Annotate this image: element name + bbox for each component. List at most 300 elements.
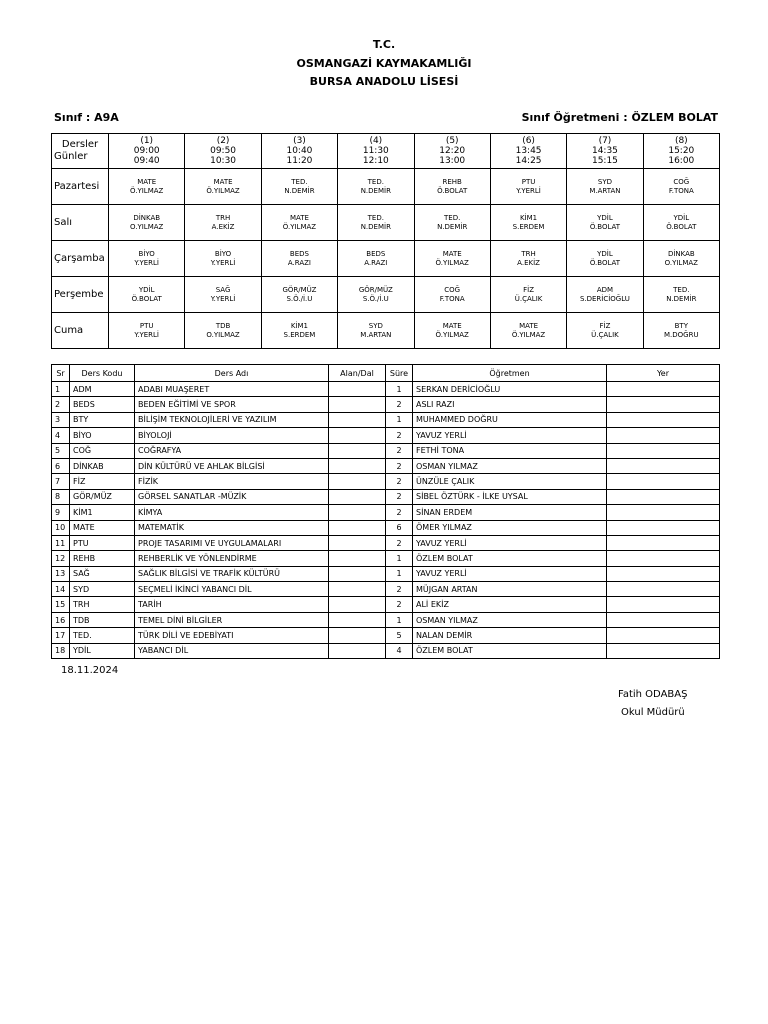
schedule-lesson-cell (338, 169, 414, 205)
table-cell: 1 (386, 566, 413, 581)
schedule-lesson-cell (490, 313, 566, 349)
table-row (52, 489, 720, 504)
lesson-teacher: A.EKİZ (517, 258, 540, 267)
table-cell: SAĞLIK BİLGİSİ VE TRAFİK KÜLTÜRÜ (135, 566, 329, 581)
lesson-teacher: Ö.BOLAT (589, 258, 621, 267)
lesson-code: GÖR/MÜZ (282, 285, 317, 294)
schedule-lesson-cell (414, 169, 490, 205)
table-cell (607, 489, 720, 504)
lesson-teacher: Ö.YILMAZ (206, 186, 240, 195)
table-cell: 16 (52, 612, 70, 627)
lesson-code: TED. (367, 177, 384, 186)
lesson-teacher: Ö.YILMAZ (282, 222, 317, 231)
period-header-cell (338, 134, 414, 169)
table-cell (329, 458, 386, 473)
table-cell: MÜJGAN ARTAN (413, 582, 607, 597)
table-cell (607, 382, 720, 397)
table-row (52, 428, 720, 443)
period-end-time: 16:00 (668, 156, 695, 166)
table-cell (607, 551, 720, 566)
schedule-lesson-cell (185, 205, 261, 241)
schedule-lesson-cell (643, 313, 719, 349)
lesson-code: MATE (289, 213, 309, 222)
lesson-teacher: S.ERDEM (512, 222, 545, 231)
table-cell: ADM (70, 382, 135, 397)
period-end-time: 12:10 (362, 156, 389, 166)
table-row (52, 443, 720, 458)
lesson-teacher: Ö.BOLAT (131, 294, 162, 303)
schedule-lesson-cell (643, 205, 719, 241)
lesson-teacher: O.YILMAZ (206, 330, 240, 339)
lesson-teacher: Y.YERLİ (134, 330, 159, 339)
table-cell: FETHİ TONA (413, 443, 607, 458)
lesson-code: TED. (444, 213, 461, 222)
table-cell: FİZİK (135, 474, 329, 489)
table-cell: TÜRK DİLİ VE EDEBİYATI (135, 628, 329, 643)
lesson-code: DİNKAB (667, 249, 695, 258)
schedule-lesson-cell (414, 205, 490, 241)
schedule-lesson-cell (567, 241, 643, 277)
table-cell (329, 520, 386, 535)
lesson-code: MATE (442, 249, 462, 258)
table-cell: FİZ (70, 474, 135, 489)
table-cell: 4 (386, 643, 413, 658)
schedule-lesson-cell (643, 277, 719, 313)
table-cell: ÖMER YILMAZ (413, 520, 607, 535)
schedule-lesson-cell (490, 169, 566, 205)
table-cell: BİYOLOJİ (135, 428, 329, 443)
document-date: 18.11.2024 (61, 665, 119, 676)
period-start-time: 12:20 (439, 146, 466, 156)
lesson-code: SAĞ (215, 285, 231, 294)
table-cell: 9 (52, 505, 70, 520)
lesson-code: KİM1 (290, 321, 309, 330)
table-cell: 2 (386, 474, 413, 489)
period-number: (6) (522, 136, 535, 146)
table-cell: 18 (52, 643, 70, 658)
period-end-time: 13:00 (439, 156, 466, 166)
schedule-lesson-cell (414, 313, 490, 349)
lesson-teacher: O.YILMAZ (130, 222, 164, 231)
period-number: (1) (140, 136, 154, 146)
lesson-teacher: Ö.BOLAT (437, 186, 468, 195)
table-cell: NALAN DEMİR (413, 628, 607, 643)
table-cell: 1 (386, 412, 413, 427)
table-cell (607, 458, 720, 473)
table-row (52, 566, 720, 581)
period-header-cell (643, 134, 719, 169)
lesson-code: SYD (597, 177, 612, 186)
lesson-teacher: N.DEMİR (360, 186, 391, 195)
table-cell: 1 (386, 612, 413, 627)
lesson-code: TED. (291, 177, 308, 186)
table-cell (329, 628, 386, 643)
lesson-teacher: Ö.YILMAZ (435, 330, 469, 339)
table-cell: 5 (52, 443, 70, 458)
table-cell (329, 382, 386, 397)
lesson-code: BTY (674, 321, 688, 330)
lesson-teacher: O.YILMAZ (664, 258, 698, 267)
table-cell: 4 (52, 428, 70, 443)
day-name-cell: Cuma (52, 313, 109, 349)
table-cell: BEDS (70, 397, 135, 412)
lesson-code: YDİL (673, 213, 690, 222)
table-cell: 2 (386, 505, 413, 520)
lesson-code: MATE (519, 321, 539, 330)
schedule-lesson-cell (338, 205, 414, 241)
table-cell: TARİH (135, 597, 329, 612)
schedule-lesson-cell (567, 169, 643, 205)
table-cell: 1 (386, 551, 413, 566)
schedule-lesson-cell (109, 241, 185, 277)
lesson-list-header-row (52, 365, 720, 382)
period-number: (8) (674, 136, 688, 146)
lesson-list-column-header: Ders Adı (135, 365, 329, 382)
schedule-lesson-cell (185, 241, 261, 277)
lesson-teacher: N.DEMİR (284, 186, 315, 195)
table-cell: 6 (52, 458, 70, 473)
table-cell: 2 (386, 597, 413, 612)
table-cell: 1 (386, 382, 413, 397)
table-cell: YDİL (70, 643, 135, 658)
schedule-lesson-cell (261, 241, 337, 277)
lesson-code: TED. (673, 285, 690, 294)
table-row (52, 535, 720, 550)
table-cell: GÖRSEL SANATLAR -MÜZİK (135, 489, 329, 504)
table-cell (329, 597, 386, 612)
table-cell: 2 (386, 535, 413, 550)
table-cell: SEÇMELİ İKİNCİ YABANCI DİL (135, 582, 329, 597)
period-start-time: 11:30 (362, 146, 389, 156)
period-header-cell (109, 134, 185, 169)
lesson-teacher: S.ERDEM (283, 330, 316, 339)
table-cell: BEDEN EĞİTİMİ VE SPOR (135, 397, 329, 412)
header-line-3: BURSA ANADOLU LİSESİ (309, 75, 459, 88)
table-cell (607, 428, 720, 443)
table-row (52, 551, 720, 566)
table-cell: 2 (386, 489, 413, 504)
table-cell: DİN KÜLTÜRÜ VE AHLAK BİLGİSİ (135, 458, 329, 473)
table-cell (607, 505, 720, 520)
table-cell: DİNKAB (70, 458, 135, 473)
table-cell: 6 (386, 520, 413, 535)
lesson-code: TRH (521, 249, 536, 258)
table-cell: ALİ EKİZ (413, 597, 607, 612)
principal-title: Okul Müdürü (621, 707, 685, 718)
lesson-teacher: F.TONA (439, 294, 465, 303)
table-cell: ASLI RAZI (413, 397, 607, 412)
table-cell: TEMEL DİNİ BİLGİLER (135, 612, 329, 627)
lesson-code: PTU (139, 321, 154, 330)
lesson-list-column-header: Alan/Dal (329, 365, 386, 382)
table-cell: MATE (70, 520, 135, 535)
table-cell (607, 412, 720, 427)
table-cell: 13 (52, 566, 70, 581)
table-cell: 15 (52, 597, 70, 612)
table-cell: SYD (70, 582, 135, 597)
period-start-time: 15:20 (668, 146, 695, 156)
lesson-teacher: M.ARTAN (589, 186, 621, 195)
period-end-time: 14:25 (515, 156, 542, 166)
lesson-code: BİYO (138, 249, 155, 258)
table-row (52, 582, 720, 597)
class-label: Sınıf : A9A (54, 111, 119, 124)
table-cell: REHBERLİK VE YÖNLENDİRME (135, 551, 329, 566)
table-cell: 2 (386, 582, 413, 597)
table-cell: 14 (52, 582, 70, 597)
principal-name: Fatih ODABAŞ (618, 689, 688, 700)
table-row (52, 397, 720, 412)
table-cell (329, 582, 386, 597)
lesson-code: REHB (442, 177, 462, 186)
schedule-lesson-cell (261, 205, 337, 241)
lesson-code: TDB (215, 321, 231, 330)
table-cell (607, 443, 720, 458)
table-cell: 8 (52, 489, 70, 504)
schedule-lesson-cell (109, 313, 185, 349)
table-cell: KİMYA (135, 505, 329, 520)
day-name-cell: Perşembe (52, 277, 109, 313)
table-cell: 11 (52, 535, 70, 550)
lesson-code: PTU (521, 177, 536, 186)
schedule-lesson-cell (567, 313, 643, 349)
table-cell: 3 (52, 412, 70, 427)
table-row (52, 505, 720, 520)
lesson-list-column-header: Süre (386, 365, 413, 382)
table-cell: GÖR/MÜZ (70, 489, 135, 504)
table-row (52, 520, 720, 535)
table-row (52, 474, 720, 489)
table-cell: ÖZLEM BOLAT (413, 551, 607, 566)
table-cell: MUHAMMED DOĞRU (413, 412, 607, 427)
table-cell (329, 643, 386, 658)
table-cell (329, 612, 386, 627)
corner-days-label: Günler (54, 151, 88, 162)
period-start-time: 09:00 (133, 146, 160, 156)
period-start-time: 13:45 (515, 146, 542, 156)
lesson-code: TRH (215, 213, 231, 222)
lesson-teacher: Y.YERLİ (516, 186, 541, 195)
table-cell: BİYO (70, 428, 135, 443)
period-number: (7) (598, 136, 612, 146)
schedule-lesson-cell (185, 313, 261, 349)
schedule-day-row (52, 241, 720, 277)
table-cell: PTU (70, 535, 135, 550)
period-number: (2) (216, 136, 230, 146)
schedule-lesson-cell (109, 205, 185, 241)
period-end-time: 11:20 (286, 156, 313, 166)
lesson-code: MATE (213, 177, 233, 186)
schedule-lesson-cell (643, 241, 719, 277)
schedule-day-row (52, 205, 720, 241)
lesson-teacher: Y.YERLİ (210, 258, 236, 267)
lesson-code: YDİL (597, 213, 613, 222)
table-row (52, 412, 720, 427)
lesson-teacher: Ö.YILMAZ (435, 258, 469, 267)
lesson-teacher: M.ARTAN (360, 330, 392, 339)
table-cell (329, 551, 386, 566)
period-number: (4) (369, 136, 383, 146)
schedule-lesson-cell (338, 313, 414, 349)
header-line-1: T.C. (372, 38, 396, 51)
lesson-code: COĞ (673, 177, 690, 186)
lesson-teacher: Ü.ÇALIK (514, 294, 543, 303)
period-header-cell (490, 134, 566, 169)
lesson-code: MATE (137, 177, 157, 186)
table-cell (607, 520, 720, 535)
table-cell (329, 428, 386, 443)
weekly-schedule-table (51, 133, 720, 349)
table-cell: 17 (52, 628, 70, 643)
table-cell: 12 (52, 551, 70, 566)
schedule-lesson-cell (338, 277, 414, 313)
schedule-lesson-cell (109, 277, 185, 313)
lesson-code: ADM (596, 285, 614, 294)
table-cell: ÜNZÜLE ÇALIK (413, 474, 607, 489)
table-row (52, 597, 720, 612)
lesson-code: BİYO (214, 249, 232, 258)
table-cell (607, 582, 720, 597)
lesson-teacher: M.DOĞRU (664, 330, 699, 339)
lesson-code: MATE (442, 321, 462, 330)
table-cell: 2 (52, 397, 70, 412)
table-cell: SİBEL ÖZTÜRK - İLKE UYSAL (413, 489, 607, 504)
table-cell: YAVUZ YERLİ (413, 535, 607, 550)
schedule-lesson-cell (109, 169, 185, 205)
period-start-time: 14:35 (591, 146, 618, 156)
schedule-lesson-cell (567, 277, 643, 313)
table-cell (607, 566, 720, 581)
schedule-lesson-cell (261, 313, 337, 349)
table-cell: TDB (70, 612, 135, 627)
table-cell: COĞRAFYA (135, 443, 329, 458)
table-cell (607, 535, 720, 550)
period-header-cell (185, 134, 261, 169)
table-row (52, 628, 720, 643)
table-cell (607, 597, 720, 612)
schedule-header-row (52, 134, 720, 169)
lesson-code: COĞ (444, 285, 461, 294)
lesson-list-column-header: Sr (52, 365, 70, 382)
table-cell (607, 628, 720, 643)
schedule-lesson-cell (490, 241, 566, 277)
table-cell: OSMAN YILMAZ (413, 458, 607, 473)
period-number: (5) (445, 136, 459, 146)
table-cell: TED. (70, 628, 135, 643)
table-cell: COĞ (70, 443, 135, 458)
lesson-teacher: Y.YERLİ (210, 294, 236, 303)
lesson-teacher: S.Ö./İ.U (362, 294, 389, 303)
lesson-teacher: N.DEMİR (666, 294, 697, 303)
table-cell (329, 566, 386, 581)
lesson-teacher: F.TONA (668, 186, 694, 195)
lesson-list-column-header: Öğretmen (413, 365, 607, 382)
table-cell: 7 (52, 474, 70, 489)
period-end-time: 09:40 (133, 156, 160, 166)
schedule-day-row (52, 313, 720, 349)
period-end-time: 10:30 (210, 156, 237, 166)
lesson-code: GÖR/MÜZ (358, 285, 393, 294)
table-cell: BTY (70, 412, 135, 427)
table-cell: ÖZLEM BOLAT (413, 643, 607, 658)
table-cell (607, 397, 720, 412)
table-cell: 2 (386, 428, 413, 443)
table-cell: TRH (70, 597, 135, 612)
table-cell: 2 (386, 397, 413, 412)
day-name-cell: Çarşamba (52, 241, 109, 277)
table-cell: 2 (386, 458, 413, 473)
table-cell (329, 505, 386, 520)
lesson-teacher: A.RAZI (364, 258, 388, 267)
table-cell: SİNAN ERDEM (413, 505, 607, 520)
schedule-corner-cell (52, 134, 109, 169)
lesson-teacher: Y.YERLİ (134, 258, 159, 267)
lesson-code: DİNKAB (133, 213, 161, 222)
schedule-lesson-cell (490, 277, 566, 313)
table-cell: REHB (70, 551, 135, 566)
table-cell (329, 443, 386, 458)
lesson-list-column-header: Ders Kodu (70, 365, 135, 382)
table-cell (329, 412, 386, 427)
table-cell: ADABI MUAŞERET (135, 382, 329, 397)
lesson-teacher: Ö.YILMAZ (511, 330, 546, 339)
table-cell: SERKAN DERİCİOĞLU (413, 382, 607, 397)
table-cell: MATEMATİK (135, 520, 329, 535)
period-header-cell (261, 134, 337, 169)
lesson-code: FİZ (599, 321, 611, 330)
table-cell (329, 474, 386, 489)
table-cell: KİM1 (70, 505, 135, 520)
lesson-list-column-header: Yer (607, 365, 720, 382)
schedule-day-row (52, 277, 720, 313)
table-row (52, 382, 720, 397)
class-teacher-label: Sınıf Öğretmeni : ÖZLEM BOLAT (521, 111, 718, 124)
lesson-code: YDİL (138, 285, 155, 294)
schedule-lesson-cell (414, 241, 490, 277)
period-header-cell (414, 134, 490, 169)
table-cell: PROJE TASARIMI VE UYGULAMALARI (135, 535, 329, 550)
schedule-lesson-cell (338, 241, 414, 277)
lesson-code: TED. (367, 213, 384, 222)
table-cell: YAVUZ YERLİ (413, 566, 607, 581)
lesson-code: BEDS (289, 249, 309, 258)
table-cell: 5 (386, 628, 413, 643)
table-row (52, 643, 720, 658)
period-header-cell (567, 134, 643, 169)
table-cell: SAĞ (70, 566, 135, 581)
period-start-time: 09:50 (210, 146, 237, 156)
table-row (52, 458, 720, 473)
lesson-code: BEDS (366, 249, 386, 258)
table-cell: 10 (52, 520, 70, 535)
table-cell (329, 489, 386, 504)
lesson-teacher: S.DERİCİOĞLU (579, 294, 630, 303)
schedule-lesson-cell (185, 169, 261, 205)
schedule-lesson-cell (490, 205, 566, 241)
table-cell: YABANCI DİL (135, 643, 329, 658)
day-name-cell: Salı (52, 205, 109, 241)
corner-lessons-label: Dersler (61, 139, 99, 150)
period-start-time: 10:40 (286, 146, 313, 156)
lesson-teacher: N.DEMİR (360, 222, 391, 231)
table-cell: BİLİŞİM TEKNOLOJİLERİ VE YAZILIM (135, 412, 329, 427)
table-cell: 2 (386, 443, 413, 458)
schedule-day-row (52, 169, 720, 205)
lesson-code: FİZ (523, 285, 534, 294)
lesson-code: SYD (368, 321, 383, 330)
lesson-teacher: S.Ö./İ.U (286, 294, 313, 303)
period-number: (3) (293, 136, 306, 146)
